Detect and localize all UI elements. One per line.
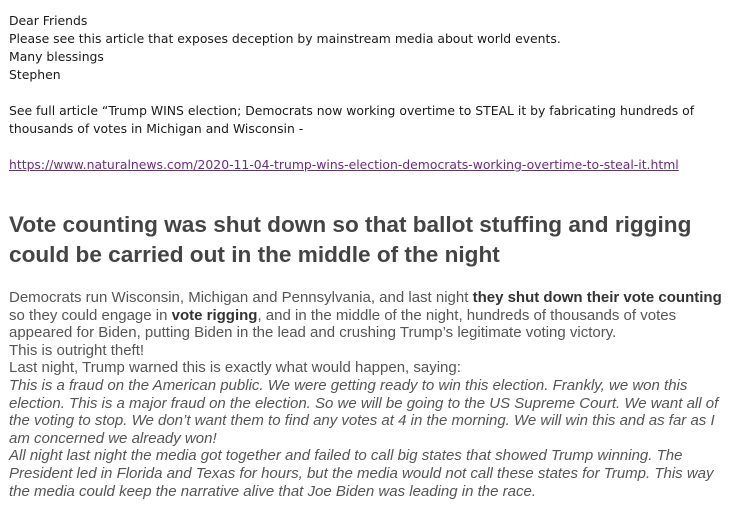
article-headline: Vote counting was shut down so that ballot stuffing and rigging could be carried out in the middle of the night xyxy=(9,212,692,267)
article-reference: See full article “Trump WINS election; Democrats now working overtime to STEAL it by fabricating hundreds of thousands of votes in Michigan and Wisconsin - xyxy=(9,103,695,136)
article-paragraph-4-text: All night last night the media got together and failed to call big states that showed Trump winning. The President led in Florida and Texas for hours, but the media would not call these states for Trump. This way the media could keep the narrative alive that Joe Biden was leading in the race. xyxy=(9,447,714,500)
email-intro: Please see this article that exposes deception by mainstream media about world events. xyxy=(9,31,561,46)
article-paragraph-3: Last night, Trump warned this is exactly what would happen, saying: xyxy=(9,359,461,377)
para1-text-2: so they could engage in xyxy=(9,306,172,324)
email-closing: Many blessings xyxy=(9,49,104,64)
para1-text-1: Democrats run Wisconsin, Michigan and Pennsylvania, and last night xyxy=(9,289,473,306)
spacer xyxy=(9,138,737,156)
article-paragraph-2: This is outright theft! xyxy=(9,341,145,359)
spacer xyxy=(9,84,737,102)
trump-quote-text: This is a fraud on the American public. We were getting ready to win this election. Frankly, we won this election. This is a major fraud on the election. So we will be going to the US Supreme Court. We want all of the voting to stop. We don’t want them to find any votes at 4 in the morning. We will win this and as far as I am concerned we already won! xyxy=(9,376,719,447)
article-body xyxy=(9,289,737,500)
trump-quote xyxy=(9,377,737,447)
para1-bold-1: they shut down their vote counting xyxy=(472,289,722,306)
article-paragraph-4 xyxy=(9,447,737,500)
para1-text-3: , and in the middle of the night, hundreds of thousands of votes appeared for Biden, putting Biden in the lead and crushing Trump’s legitimate voting victory. xyxy=(9,306,677,342)
article-link[interactable]: https://www.naturalnews.com/2020-11-04-trump-wins-election-democrats-working-overtime-to-steal-it.html xyxy=(9,157,679,172)
email-body xyxy=(9,12,737,174)
email-signature: Stephen xyxy=(9,67,61,82)
email-greeting: Dear Friends xyxy=(9,13,88,28)
para1-bold-2: vote rigging xyxy=(171,306,258,324)
article-paragraph-1 xyxy=(9,289,737,342)
